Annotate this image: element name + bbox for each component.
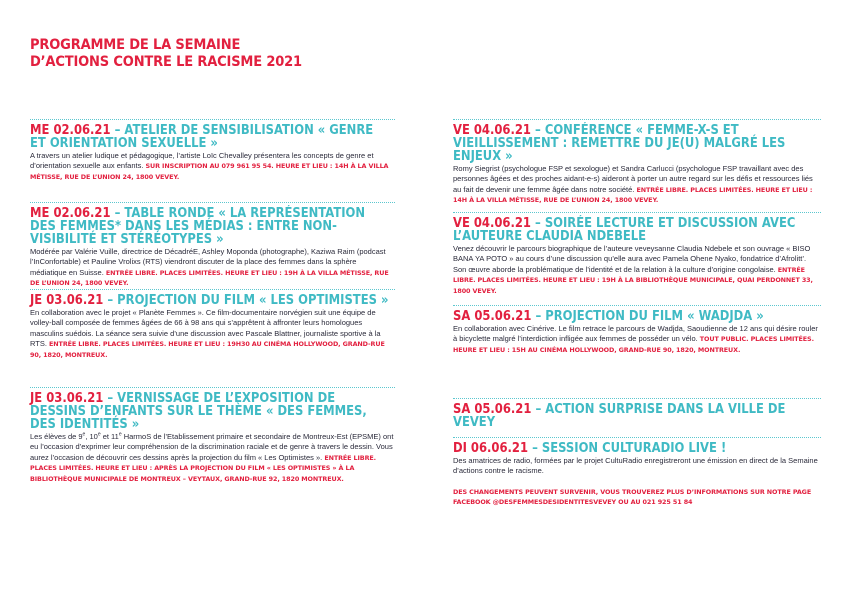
page-title-line-2: D’ACTIONS CONTRE LE RACISME 2021: [30, 54, 302, 70]
event-text: A travers un atelier ludique et pédagogique, l’artiste Loïc Chevalley présentera les concepts de genre et d’orientation sexuelle aux enfants.: [30, 151, 374, 171]
event-heading: [453, 442, 813, 455]
event-table-ronde: [30, 202, 395, 289]
event-info: ENTRÉE LIBRE. PLACES LIMITÉES. HEURE ET LIEU : APRÈS LA PROJECTION DU FILM « LES OPTIMISTES » À LA BIBLIOTHÈQUE MUNICIPALE DE MONTREUX – VEYTAUX, GRAND-RUE 92, 1820 MONTREUX.: [30, 453, 376, 483]
event-text: Venez découvrir le parcours biographique de l’auteure veveysanne Claudia Ndebele et son ouvrage « BISO BANA YA POTO » au cours d’une discussion qu’elle aura avec Pamela Ohene Nyako, fondatrice d’Afrolitt’. Son œuvre aborde la problématique de l’identité et de la relation à la culture d’origine congolaise.: [453, 244, 811, 274]
event-text: En collaboration avec le projet « Planète Femmes ». Ce film-documentaire norvégien suit une équipe de volley-ball composée de femmes âgées de 66 à 98 ans qui s’apprêtent à affronter leurs homologues masculins suédois. La séance sera suivie d’une discussion avec Pascale Blattner, journaliste sportive à la RTS.: [30, 308, 381, 349]
event-date: ME 02.06.21: [30, 123, 111, 138]
event-atelier-sensibilisation: [30, 119, 395, 202]
event-session-culturadio: [453, 437, 821, 508]
event-date: VE 04.06.21: [453, 216, 531, 231]
event-text: , 10: [85, 432, 98, 441]
event-heading: [453, 310, 813, 323]
event-heading: [30, 124, 390, 150]
event-soiree-lecture: [453, 212, 821, 305]
event-description: [453, 244, 821, 296]
event-title: – PROJECTION DU FILM « LES OPTIMISTES »: [103, 293, 389, 308]
event-date: DI 06.06.21: [453, 441, 529, 456]
event-title: – TABLE RONDE « LA REPRÉSENTATION DES FEMMES* DANS LES MÉDIAS : ENTRE NON-VISIBILITÉ ET STÉRÉOTYPES »: [30, 206, 366, 247]
event-description: [453, 164, 821, 206]
event-vernissage-exposition: [30, 387, 395, 484]
event-text: HarmoS de l’Etablissement primaire et secondaire de Montreux-Est (EPSME) ont eu l’occasion d’exprimer leur compréhension de la discrimination raciale et de genre à travers le dessin. Vous aurez l’occasion de découvrir ces dessins après la projection du film « Les Optimistes ».: [30, 432, 394, 462]
event-description: [453, 324, 821, 355]
event-title: – CONFÉRENCE « FEMME-X-S ET VIEILLISSEMENT : REMETTRE DU JE(U) MALGRÉ LES ENJEUX »: [453, 123, 786, 164]
event-text: Modérée par Valérie Vuille, directrice de DécadréE, Ashley Moponda (photographe), Kaziwa Raim (podcast l’InConfortable) et Pauline Vrolixs (RTS) viendront discuter de la place des femmes dans la sphère médiatique en Suisse.: [30, 247, 386, 277]
event-text: Romy Siegrist (psychologue FSP et sexologue) et Sandra Carlucci (psychologue FSP travaillant avec des personnes âgées et des proches aidant-e-s) aideront à porter un autre regard sur les défis et ressources liés au fait de devenir une femme âgée dans notre société.: [453, 164, 813, 194]
event-date: SA 05.06.21: [453, 309, 532, 324]
event-info: ENTRÉE LIBRE. PLACES LIMITÉES. HEURE ET LIEU : 14H À LA VILLA MÉTISSE, RUE DE L’UNION 24, 1800 VEVEY.: [453, 185, 813, 205]
event-info: ENTRÉE LIBRE. PLACES LIMITÉES. HEURE ET LIEU : 19H À LA VILLA MÉTISSE, RUE DE L’UNION 24, 1800 VEVEY.: [30, 268, 389, 288]
event-title: – ATELIER DE SENSIBILISATION « GENRE ET ORIENTATION SEXUELLE »: [30, 123, 374, 151]
event-heading: [453, 124, 813, 163]
event-info: TOUT PUBLIC. PLACES LIMITÉES. HEURE ET LIEU : 15H AU CINÉMA HOLLYWOOD, GRAND-RUE 90, 1820, MONTREUX.: [453, 335, 814, 354]
ordinal-suffix: e: [97, 431, 101, 438]
event-date: JE 03.06.21: [30, 293, 104, 308]
event-title: – ACTION SURPRISE DANS LA VILLE DE VEVEY: [453, 402, 786, 430]
event-film-wadjda: [453, 305, 821, 398]
changes-notice: DES CHANGEMENTS PEUVENT SURVENIR, VOUS TROUVEREZ PLUS D’INFORMATIONS SUR NOTRE PAGE FACEBOOK @DESFEMMESDESIDENTITESVEVEY OU AU 021 925 51 84: [453, 487, 812, 507]
page-title: [30, 37, 302, 71]
event-conference-vieillissement: [453, 119, 821, 212]
event-description: [30, 308, 395, 360]
event-date: VE 04.06.21: [453, 123, 531, 138]
event-text: Des amatrices de radio, formées par le projet CultuRadio enregistreront une émission en direct de la Semaine d’actions contre le racisme.: [453, 456, 818, 476]
event-date: SA 05.06.21: [453, 402, 532, 417]
event-description: [30, 151, 395, 182]
event-description: [453, 456, 821, 477]
event-description: [30, 247, 395, 289]
event-title: – PROJECTION DU FILM « WADJDA »: [531, 309, 764, 324]
event-heading: [30, 392, 390, 431]
event-info: ENTRÉE LIBRE. PLACES LIMITÉES. HEURE ET LIEU : 19H30 AU CINÉMA HOLLYWOOD, GRAND-RUE 90, 1820, MONTREUX.: [30, 340, 385, 359]
page-title-line-1: PROGRAMME DE LA SEMAINE: [30, 37, 241, 53]
event-info: ENTRÉE LIBRE. PLACES LIMITÉES. HEURE ET LIEU : 19H À LA BIBLIOTHÈQUE MUNICIPALE, QUAI PERDONNET 33, 1800 VEVEY.: [453, 265, 813, 295]
event-info: SUR INSCRIPTION AU 079 961 95 54. HEURE ET LIEU : 14H À LA VILLA MÉTISSE, RUE DE L’UNION 24, 1800 VEVEY.: [30, 162, 389, 181]
event-heading: [453, 403, 813, 429]
left-column: [30, 119, 395, 484]
event-title: – VERNISSAGE DE L’EXPOSITION DE DESSINS D’ENFANTS SUR LE THÈME « DES FEMMES, DES IDENTITÉS »: [30, 391, 367, 432]
event-text: En collaboration avec Cinérive. Le film retrace le parcours de Wadjda, Saoudienne de 12 ans qui désire rouler à bicyclette malgré l’interdiction infligée aux femmes de posséder un vélo.: [453, 324, 818, 344]
ordinal-suffix: e: [82, 431, 86, 438]
event-date: JE 03.06.21: [30, 391, 104, 406]
event-title: – SOIRÉE LECTURE ET DISCUSSION AVEC L’AUTEURE CLAUDIA NDEBELE: [453, 216, 796, 244]
event-film-les-optimistes: [30, 289, 395, 387]
event-description: [30, 432, 395, 484]
right-column: [453, 119, 821, 508]
event-heading: [453, 217, 813, 243]
event-text: Les élèves de 9: [30, 432, 83, 441]
event-date: ME 02.06.21: [30, 206, 111, 221]
event-action-surprise: [453, 398, 821, 437]
event-text: et 11: [100, 432, 119, 441]
event-title: – SESSION CULTURADIO LIVE !: [528, 441, 727, 456]
event-heading: [30, 294, 390, 307]
ordinal-suffix: e: [118, 431, 122, 438]
event-heading: [30, 207, 390, 246]
